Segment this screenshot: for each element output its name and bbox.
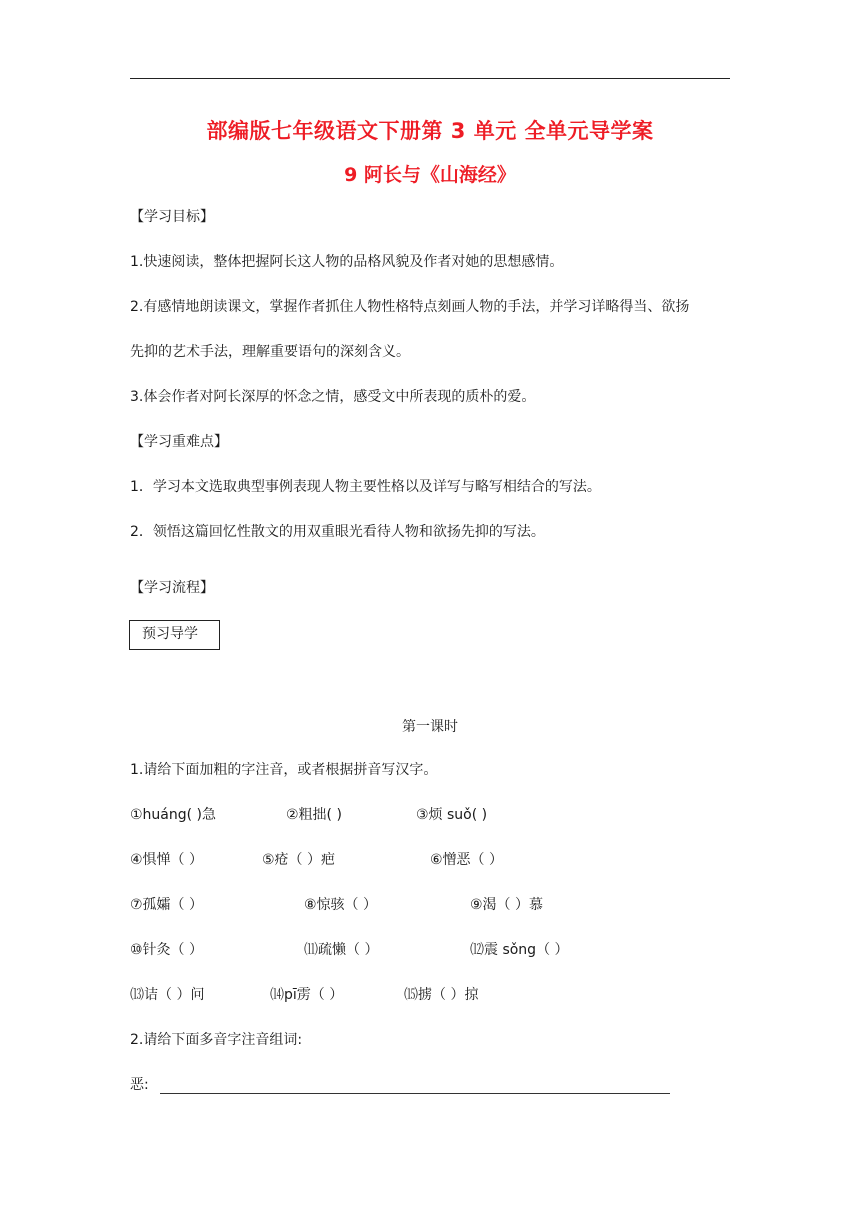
exercise-item: ⑦孤孀（ ） <box>130 897 204 913</box>
objective-2-line-1: 2.有感情地朗读课文，掌握作者抓住人物性格特点刻画人物的手法，并学习详略得当、欲扬 <box>130 299 690 315</box>
exercise-item: ④惧惮（ ） <box>130 852 204 868</box>
exercise-item: ⑾疏懒（ ） <box>304 942 379 958</box>
exercise-item: ②粗拙( ) <box>286 807 342 823</box>
exercise-item: ⑨渴（ ）慕 <box>470 897 544 913</box>
exercise-2-prompt: 2.请给下面多音字注音组词: <box>130 1032 303 1048</box>
preview-box <box>129 620 220 650</box>
objective-3: 3.体会作者对阿长深厚的怀念之情，感受文中所表现的质朴的爱。 <box>130 389 536 405</box>
objective-1: 1.快速阅读，整体把握阿长这人物的品格风貌及作者对她的思想感情。 <box>130 254 564 270</box>
objective-2-line-2: 先抑的艺术手法，理解重要语句的深刻含义。 <box>130 344 410 360</box>
objectives-heading: 【学习目标】 <box>130 209 214 225</box>
exercise-item: ⒀诘（ ）问 <box>130 987 205 1003</box>
exercise-item: ⑿震 sǒng（ ） <box>470 942 569 958</box>
top-rule <box>130 78 730 79</box>
exercise-item: ①huáng( )急 <box>130 807 217 823</box>
exercise-item: ⑥憎恶（ ） <box>430 852 504 868</box>
document-title: 部编版七年级语文下册第 3 单元 全单元导学案 <box>206 119 654 143</box>
key-point-1: 1．学习本文选取典型事例表现人物主要性格以及详写与略写相结合的写法。 <box>130 479 601 495</box>
preview-box-label: 预习导学 <box>142 626 198 642</box>
exercise-item: ⒁pī雳（ ） <box>270 987 344 1003</box>
key-points-heading: 【学习重难点】 <box>130 434 228 450</box>
lesson-label: 第一课时 <box>402 719 458 735</box>
exercise-item: ⑤疮（ ）疤 <box>262 852 336 868</box>
process-heading: 【学习流程】 <box>130 580 214 596</box>
exercise-1-prompt: 1.请给下面加粗的字注音，或者根据拼音写汉字。 <box>130 762 438 778</box>
lesson-title: 9 阿长与《山海经》 <box>344 164 516 186</box>
exercise-item: ⒂掳（ ）掠 <box>404 987 479 1003</box>
exercise-2-label: 恶: <box>130 1077 149 1093</box>
exercise-item: ③烦 suǒ( ) <box>416 807 488 823</box>
answer-line[interactable] <box>160 1093 670 1094</box>
exercise-item: ⑧惊骇（ ） <box>304 897 378 913</box>
key-point-2: 2．领悟这篇回忆性散文的用双重眼光看待人物和欲扬先抑的写法。 <box>130 524 545 540</box>
exercise-item: ⑩针灸（ ） <box>130 942 204 958</box>
